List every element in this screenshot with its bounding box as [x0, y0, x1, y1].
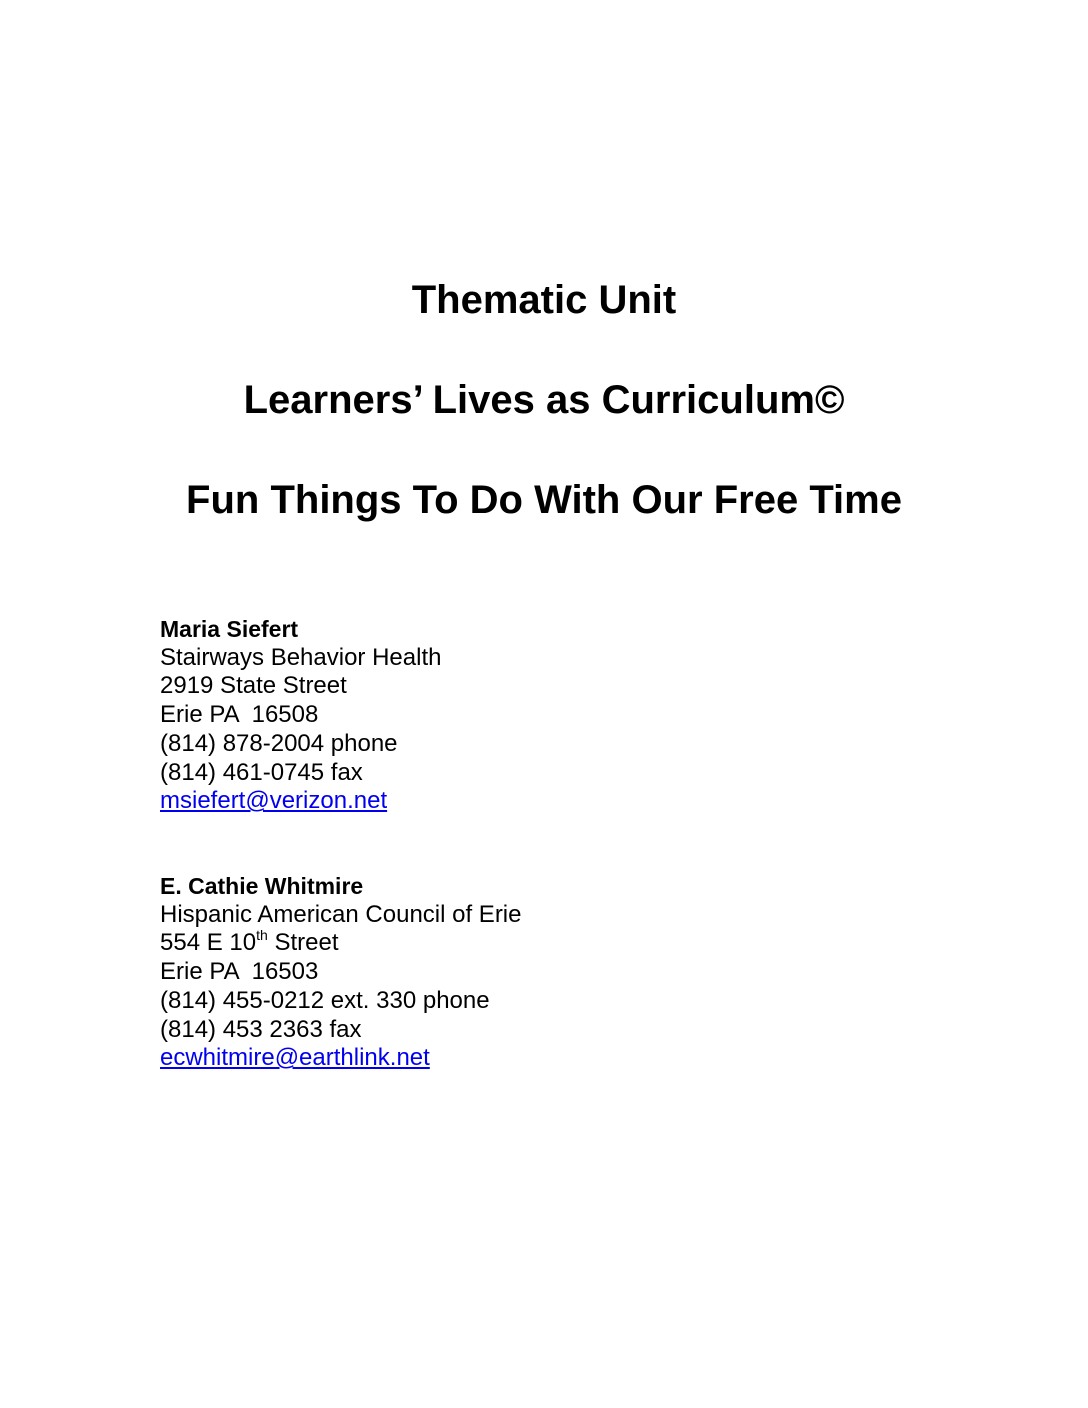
title-curriculum: Learners’ Lives as Curriculum© — [243, 378, 845, 422]
contact-name: Maria Siefert — [160, 616, 299, 642]
street-prefix: 554 E 10 — [160, 929, 257, 957]
contact-block-cathie-whitmire — [160, 872, 522, 1073]
title-theme: Fun Things To Do With Our Free Time — [186, 478, 902, 522]
contact-city: Erie PA 16508 — [160, 701, 319, 729]
street-suffix: Street — [267, 929, 339, 957]
title-thematic-unit: Thematic Unit — [411, 278, 677, 322]
contact-fax: (814) 461-0745 fax — [160, 758, 363, 786]
contact-fax: (814) 453 2363 fax — [160, 1015, 362, 1043]
contact-email-link[interactable]: ecwhitmire@earthlink.net — [160, 1044, 430, 1072]
contact-street: 2919 State Street — [160, 672, 347, 700]
contact-city: Erie PA 16503 — [160, 958, 319, 986]
contact-name: E. Cathie Whitmire — [160, 873, 364, 899]
contact-organization: Hispanic American Council of Erie — [160, 900, 522, 928]
contact-phone: (814) 878-2004 phone — [160, 729, 398, 757]
contact-email-link[interactable]: msiefert@verizon.net — [160, 787, 388, 815]
contact-street — [160, 929, 522, 958]
contact-block-maria-siefert — [160, 615, 441, 816]
contact-organization: Stairways Behavior Health — [160, 643, 442, 671]
contact-phone: (814) 455-0212 ext. 330 phone — [160, 986, 490, 1014]
street-ordinal: th — [256, 927, 268, 944]
